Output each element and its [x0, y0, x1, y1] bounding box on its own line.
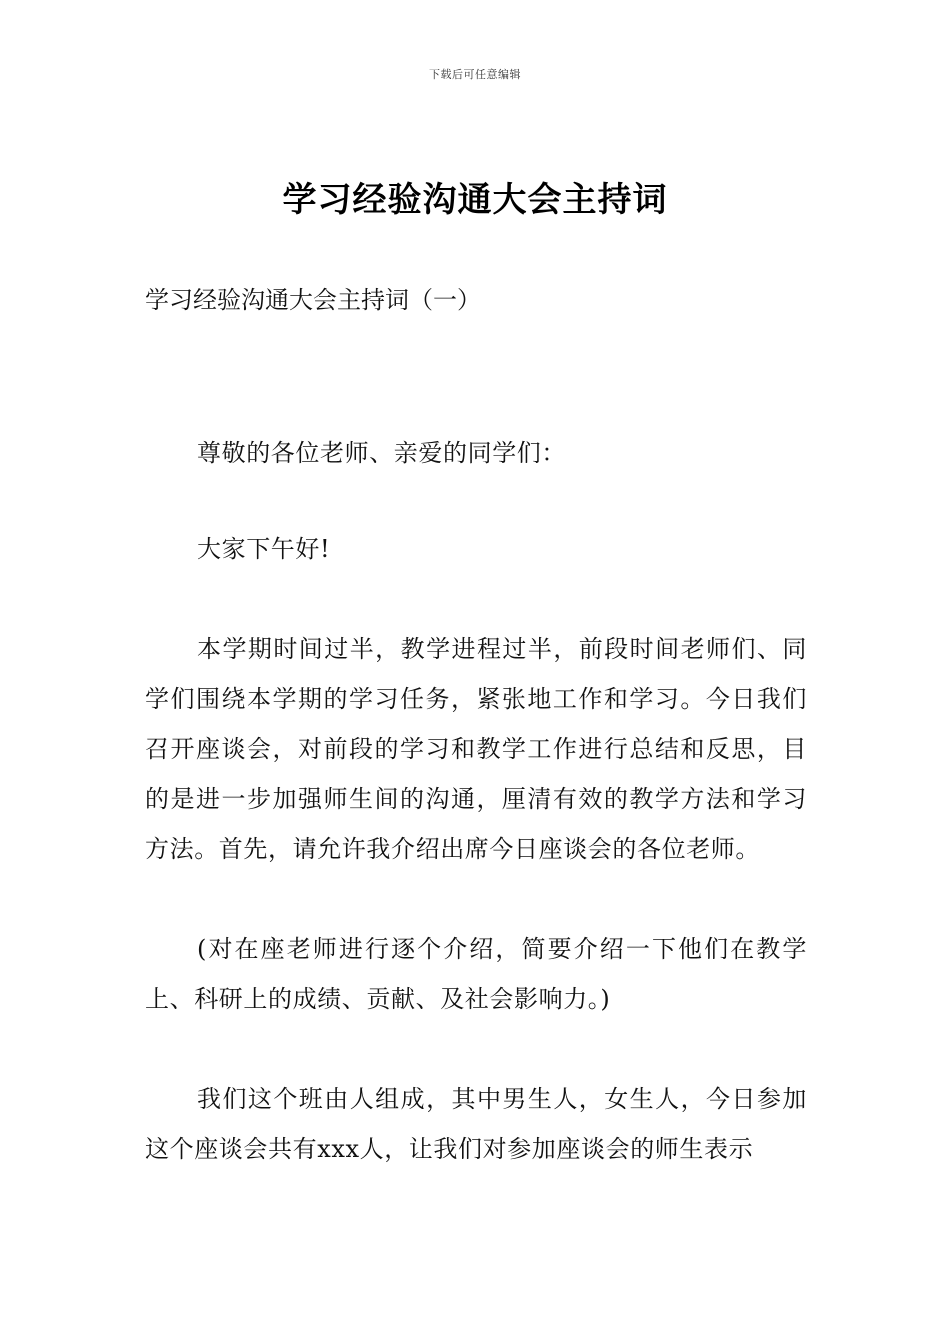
paragraph-salutation: 大家下午好! [197, 535, 331, 563]
page-header-note: 下载后可任意编辑 [429, 68, 521, 81]
document-title: 学习经验沟通大会主持词 [282, 180, 668, 220]
document-body [145, 428, 807, 1174]
paragraph-class-info: 我们这个班由人组成，其中男生人，女生人，今日参加这个座谈会共有xxx人，让我们对参加座谈会的师生表示 [145, 1085, 807, 1163]
paragraph-teacher-note: (对在座老师进行逐个介绍，简要介绍一下他们在教学上、科研上的成绩、贡献、及社会影响力。) [145, 935, 807, 1013]
section-title: 学习经验沟通大会主持词（一） [145, 286, 481, 314]
paragraph-greeting: 尊敬的各位老师、亲爱的同学们： [197, 439, 566, 467]
paragraph-introduction: 本学期时间过半，教学进程过半，前段时间老师们、同学们围绕本学期的学习任务，紧张地工作和学习。今日我们召开座谈会，对前段的学习和教学工作进行总结和反思，目的是进一步加强师生间的沟通，厘清有效的教学方法和学习方法。首先，请允许我介绍出席今日座谈会的各位老师。 [145, 635, 807, 863]
